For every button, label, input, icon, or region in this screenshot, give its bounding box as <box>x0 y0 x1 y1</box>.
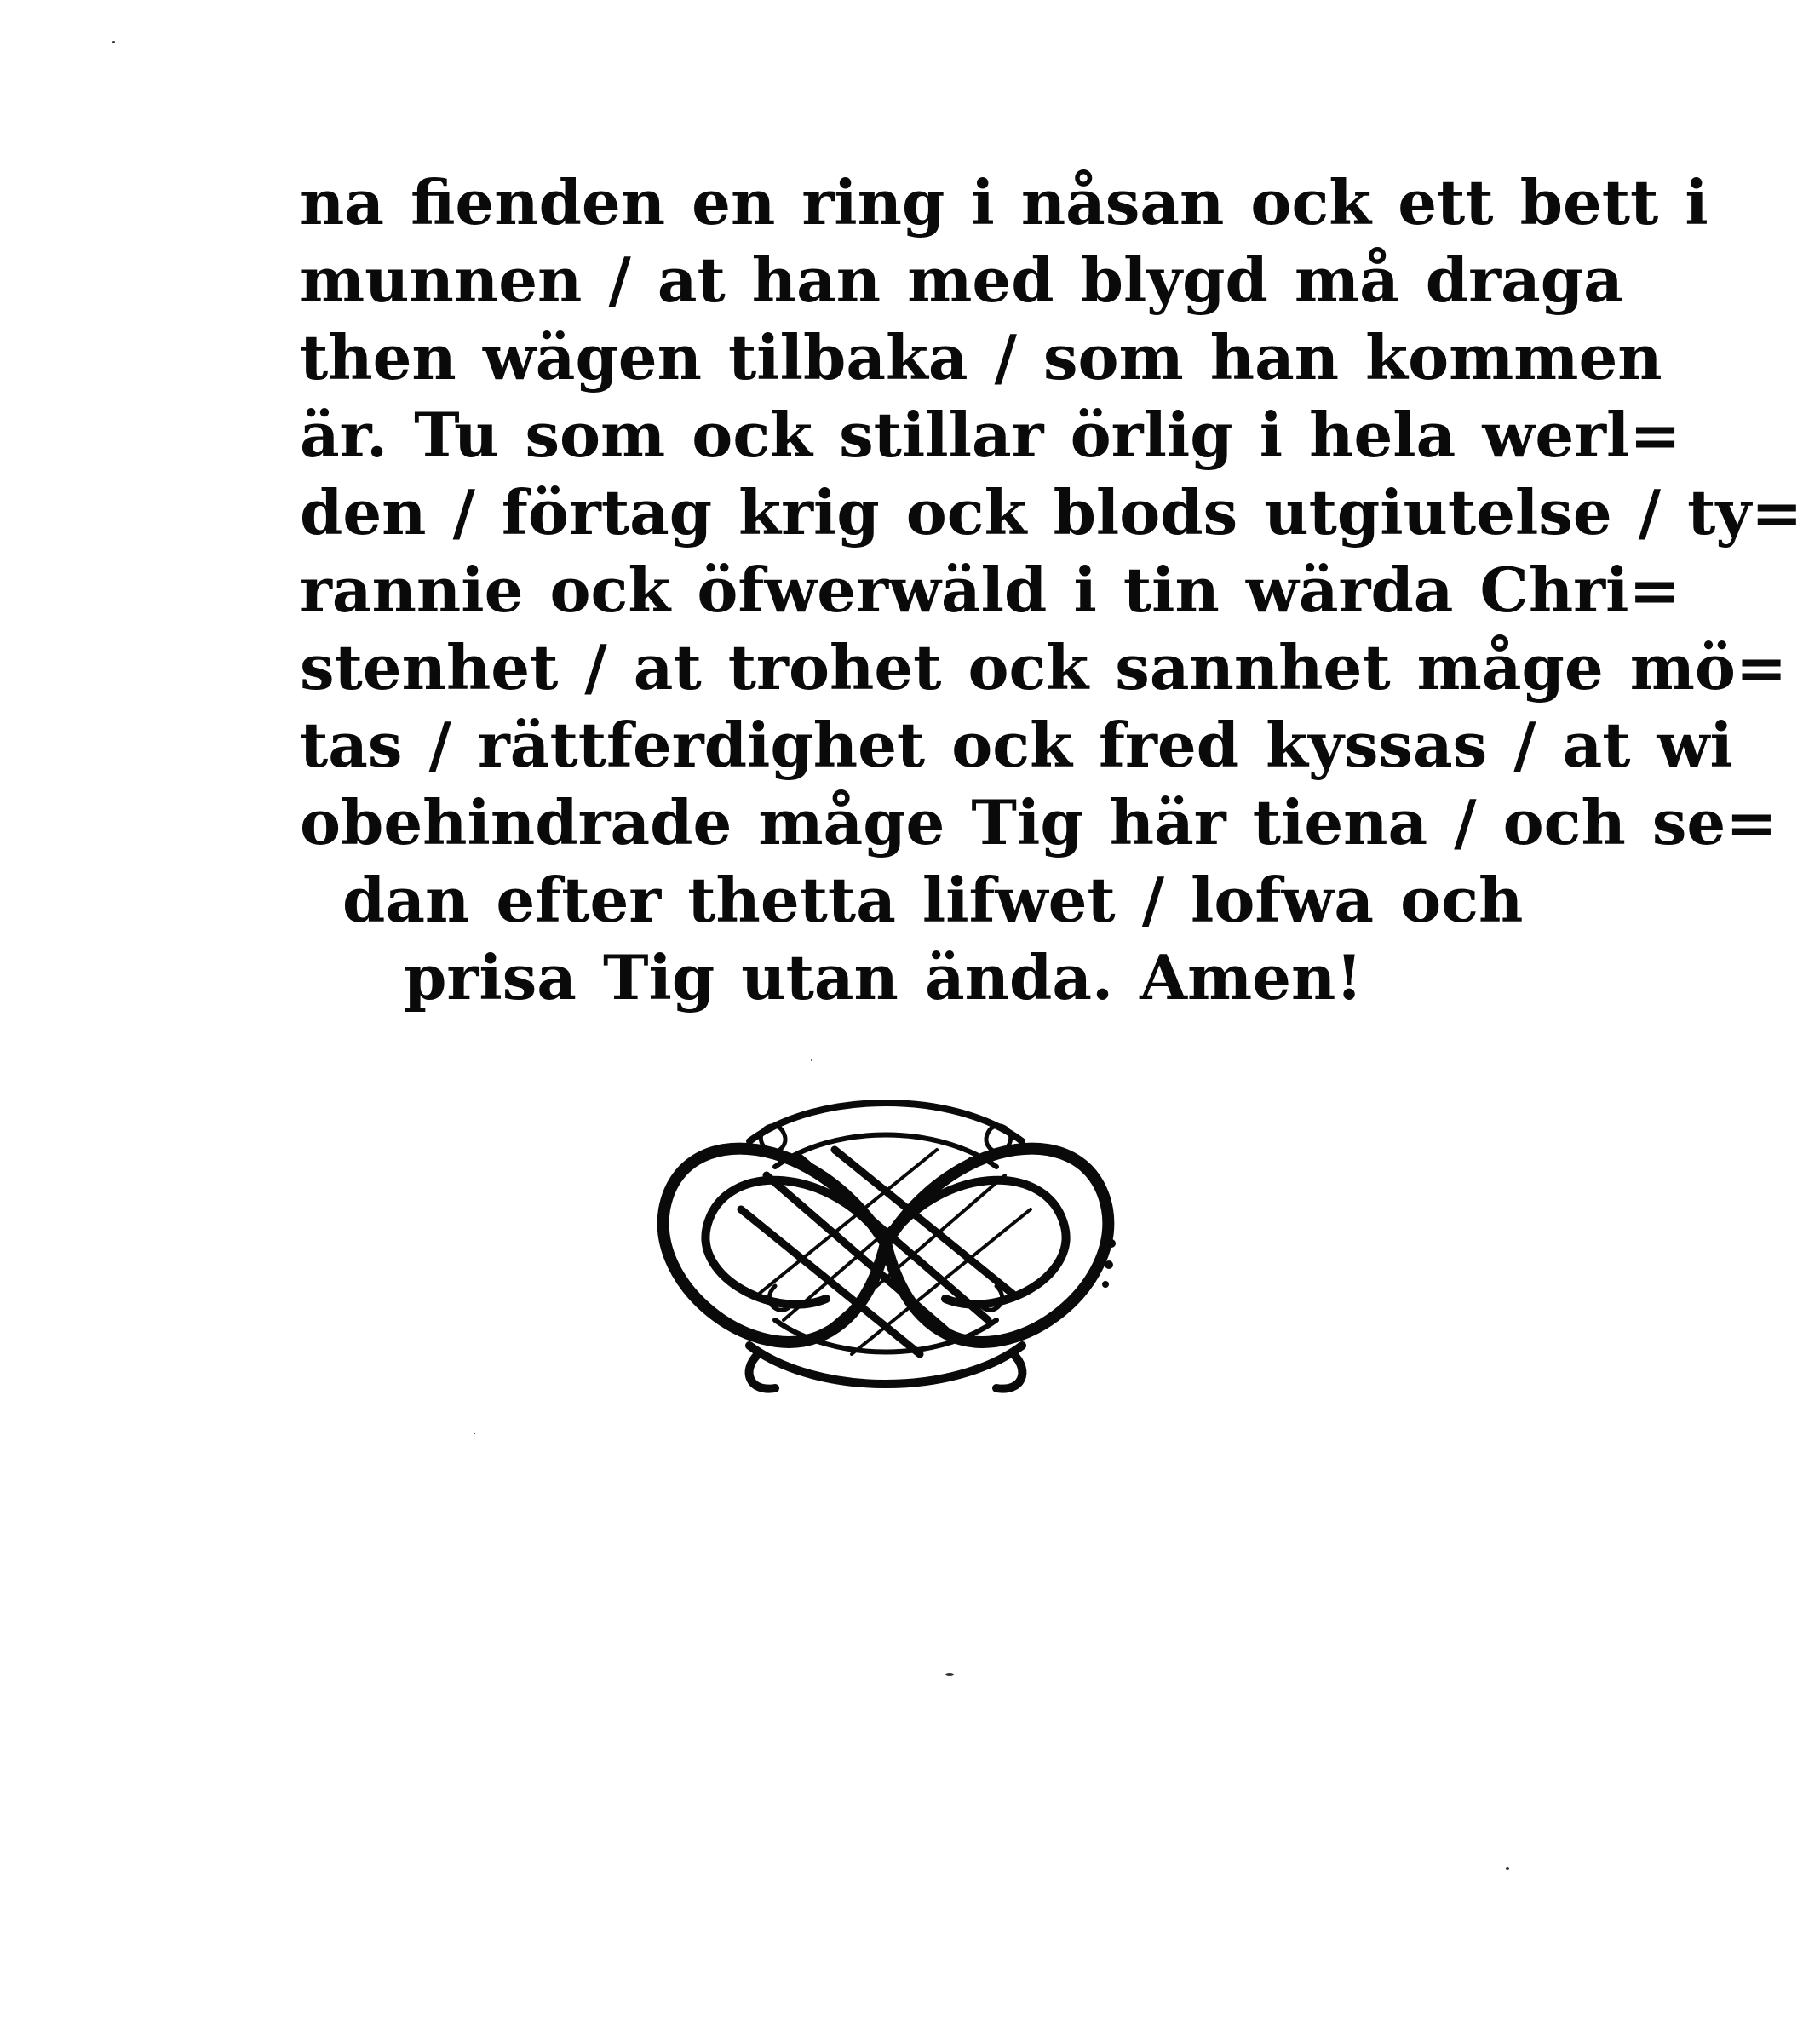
text-line-2: munnen / at han med blygd må draga <box>300 244 1623 316</box>
text-line-10: dan efter thetta lifwet / lofwa och <box>342 864 1524 936</box>
print-speck <box>1506 1867 1509 1870</box>
calligraphic-flourish-icon <box>647 1082 1124 1405</box>
text-line-7: stenhet / at trohet ock sannhet måge mö= <box>300 631 1788 703</box>
body-text <box>300 164 1803 1016</box>
print-speck <box>811 1059 812 1061</box>
print-speck <box>112 41 115 43</box>
text-line-4: är. Tu som ock stillar örlig i hela werl= <box>300 399 1681 471</box>
print-speck <box>945 1673 954 1676</box>
text-line-6: rannie ock öfwerwäld i tin wärda Chri= <box>300 554 1680 626</box>
text-line-9: obehindrade måge Tig här tiena / och se= <box>300 786 1777 858</box>
text-line-3: then wägen tilbaka / som han kommen <box>300 321 1662 393</box>
text-line-5: den / förtag krig ock blods utgiutelse / ty= <box>300 476 1803 548</box>
text-line-1: na fienden en ring i nåsan ock ett bett i <box>300 166 1708 238</box>
print-speck <box>474 1433 475 1434</box>
text-line-11: prisa Tig utan ända. Amen! <box>404 941 1363 1013</box>
text-line-8: tas / rättferdighet ock fred kyssas / at wi <box>300 709 1733 781</box>
